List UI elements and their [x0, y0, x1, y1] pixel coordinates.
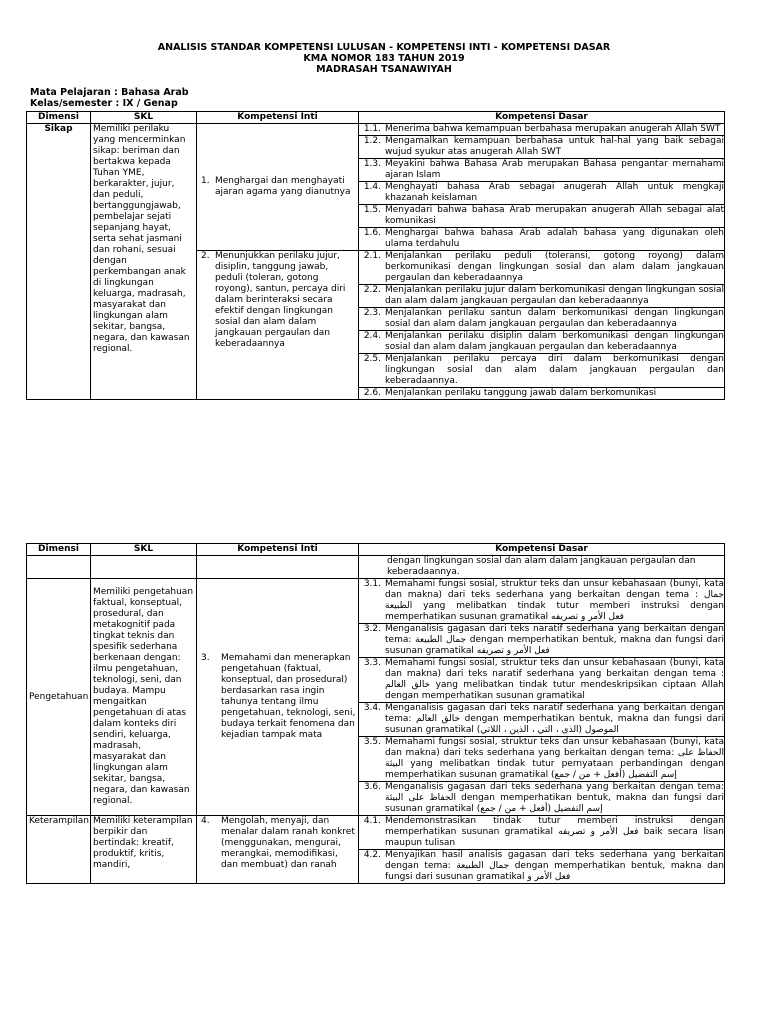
header-ki: Kompetensi Inti [197, 544, 359, 556]
table-header-row [27, 112, 725, 124]
kd-text: Menyajikan hasil analisis gagasan dari teks sederhana yang berkaitan dengan tema: جمال الطبيعة dengan memperhatikan bentuk, makna dan fungsi dari susunan gramatikal فعل الأمر و [385, 850, 724, 882]
table-row [27, 579, 725, 816]
ki-number: 3. [201, 653, 210, 663]
ki-number: 4. [201, 816, 210, 826]
header-skl: SKL [91, 112, 197, 124]
empty-cell [27, 556, 91, 579]
ki-text: Memahami dan menerapkan pengetahuan (faktual, konseptual, dan prosedural) berdasarkan rasa ingin tahunya tentang ilmu pengetahuan, teknologi, seni, budaya terkait fenomena dan kejadian tampak mata [221, 653, 356, 740]
kd-text: Menghargai bahwa bahasa Arab adalah bahasa yang digunakan oleh ulama terdahulu [385, 228, 724, 249]
kd-item [359, 850, 724, 883]
kd-number: 3.3. [363, 658, 381, 668]
subject-label: Mata Pelajaran : Bahasa Arab [30, 87, 189, 98]
header-dimensi: Dimensi [27, 112, 91, 124]
empty-cell [91, 556, 197, 579]
table-row [27, 556, 725, 579]
kd-number: 3.5. [363, 737, 381, 747]
dimension-keterampilan: Keterampilan [27, 816, 91, 884]
ki-number: 2. [201, 251, 210, 261]
kd-item [359, 285, 724, 308]
skl-pengetahuan: Memiliki pengetahuan faktual, konseptual, prosedural, dan metakognitif pada tingkat teknis dan spesifik sederhana berkenaan dengan: ilmu pengetahuan, teknologi, seni, dan budaya. Mampu mengaitkan pengetahuan di atas dalam konteks diri sendiri, keluarga, madrasah, masyarakat dan lingkungan alam sekitar, bangsa, negara, dan kawasan regional. [91, 579, 197, 816]
kd-text: Menganalisis gagasan dari teks sederhana yang berkaitan dengan tema: الحفاظ على البيئة dengan memperhatikan bentuk, makna dan fungsi dari susunan gramatikal (إسم التفضيل (أفعل + من / جمع [385, 782, 724, 814]
kd-item [359, 354, 724, 388]
kd-text: Memahami fungsi sosial, struktur teks dan unsur kebahasaan (bunyi, kata dan makna) dari teks sederhana yang berkaitan dengan tema: الحفاظ على البيئة yang melibatkan tindak tutur pernyataan perbandingan dengan memperhatikan susunan gramatikal (إسم التفضيل (أفعل + من / جمع [385, 737, 724, 780]
kd-text: Menjalankan perilaku disiplin dalam berkomunikasi dengan lingkungan sosial dan alam dalam jangkauan pergaulan dan keberadaannya [385, 331, 724, 352]
kd-item [359, 388, 724, 399]
ki-number: 1. [201, 176, 210, 186]
kd-text: Menjalankan perilaku percaya diri dalam berkomunikasi dengan lingkungan sosial dan alam dalam jangkauan pergaulan dan keberadaannya. [385, 354, 724, 386]
kd-number: 2.5. [363, 354, 381, 364]
doc-title-line1: ANALISIS STANDAR KOMPETENSI LULUSAN - KOMPETENSI INTI - KOMPETENSI DASAR [157, 42, 611, 53]
header-ki: Kompetensi Inti [197, 112, 359, 124]
kd-item [359, 816, 724, 850]
kd-number: 1.6. [363, 228, 381, 238]
ki-3 [197, 579, 359, 816]
ki-1 [197, 124, 359, 251]
skl-keterampilan: Memiliki keterampilan berpikir dan bertindak: kreatif, produktif, kritis, mandiri, [91, 816, 197, 884]
kd-number: 1.1. [363, 124, 381, 134]
kd-text: Menganalisis gagasan dari teks naratif sederhana yang berkaitan dengan tema: جمال الطبيعة dengan memperhatikan bentuk, makna dan fungsi dari susunan gramatikal فعل الأمر و تصريفه [385, 624, 724, 656]
ki-2 [197, 251, 359, 400]
ki-text: Mengolah, menyaji, dan menalar dalam ranah konkret (menggunakan, mengurai, merangkai, memodifikasi, dan membuat) dan ranah [221, 816, 355, 870]
kd-number: 2.1. [363, 251, 381, 261]
kd-number: 2.3. [363, 308, 381, 318]
kd-text: Memahami fungsi sosial, struktur teks dan unsur kebahasaan (bunyi, kata dan makna) dari teks sederhana yang berkaitan dengan tema : جمال الطبيعة yang melibatkan tindak tutur memberi instruksi dengan memperhatikan susunan gramatikal فعل الأمر و تصريفه [385, 579, 724, 622]
kd-text: Menganalisis gagasan dari teks naratif sederhana yang berkaitan dengan tema: خالق العالم dengan memperhatikan bentuk, makna dan fungsi dari susunan gramatikal (الموصول (الذي ، التي ، الذين ، اللاتي [385, 703, 724, 735]
kd-item [359, 182, 724, 205]
kd-number: 4.2. [363, 850, 381, 860]
kd-item [359, 658, 724, 703]
dimension-pengetahuan: Pengetahuan [27, 579, 91, 816]
dimension-sikap: Sikap [27, 124, 91, 400]
kd-item [359, 331, 724, 354]
doc-title-line3: MADRASAH TSANAWIYAH [316, 64, 452, 75]
kd-number: 3.2. [363, 624, 381, 634]
kd-number: 3.6. [363, 782, 381, 792]
table-header-row [27, 544, 725, 556]
kd-item [359, 124, 724, 136]
competency-table-2 [26, 543, 725, 884]
kd-number: 1.2. [363, 136, 381, 146]
kd-item [359, 737, 724, 782]
kd-text: Meyakini bahwa Bahasa Arab merupakan Bahasa pengantar mernahami ajaran Islam [385, 159, 724, 180]
kd-number: 1.5. [363, 205, 381, 215]
class-label: Kelas/semester : IX / Genap [30, 98, 178, 109]
ki-text: Menunjukkan perilaku jujur, disiplin, tanggung jawab, peduli (toleran, gotong royong), santun, percaya diri dalam berinteraksi secara efektif dengan lingkungan sosial dan alam dalam jangkauan pergaulan dan keberadaannya [215, 251, 346, 349]
kd-item [359, 308, 724, 331]
kd-item [359, 251, 724, 285]
kd-number: 1.3. [363, 159, 381, 169]
ki-text: Menghargai dan menghayati ajaran agama yang dianutnya [215, 176, 351, 197]
ki-4 [197, 816, 359, 884]
skl-sikap: Memiliki perilaku yang mencerminkan sikap: beriman dan bertakwa kepada Tuhan YME, berkarakter, jujur, dan peduli, bertanggungjawab, pembelajar sejati sepanjang hayat, serta sehat jasmani dan rohani, sesuai dengan perkembangan anak di lingkungan keluarga, madrasah, masyarakat dan lingkungan alam sekitar, bangsa, negara, dan kawasan regional. [91, 124, 197, 400]
kd-item [359, 159, 724, 182]
kd-item [359, 624, 724, 658]
kd-text: Menerima bahwa kemampuan berbahasa merupakan anugerah Allah SWT [385, 124, 721, 134]
kd-group-4 [359, 816, 725, 884]
kd-item [359, 228, 724, 250]
kd-text: Menjalankan perilaku santun dalam berkomunikasi dengan lingkungan sosial dan alam dalam jangkauan pergaulan dan keberadaannya [385, 308, 724, 329]
table-row [27, 124, 725, 251]
kd-text: Mengamalkan kemampuan berbahasa untuk hal-hal yang baik sebagai wujud syukur atas anugerah Allah SWT [385, 136, 724, 157]
doc-title-line2: KMA NOMOR 183 TAHUN 2019 [303, 53, 465, 64]
kd-number: 3.1. [363, 579, 381, 589]
kd-continuation: dengan lingkungan sosial dan alam dalam jangkauan pergaulan dan keberadaannya. [359, 556, 725, 579]
kd-text: Menyadari bahwa bahasa Arab merupakan anugerah Allah sebagai alat komunikasi [385, 205, 724, 226]
kd-number: 3.4. [363, 703, 381, 713]
header-dimensi: Dimensi [27, 544, 91, 556]
kd-group-1 [359, 124, 725, 251]
kd-number: 4.1. [363, 816, 381, 826]
kd-text: Menjalankan perilaku tanggung jawab dalam berkomunikasi [385, 388, 657, 398]
competency-table-1 [26, 111, 725, 400]
table-row [27, 816, 725, 884]
kd-text: Menjalankan perilaku jujur dalam berkomunikasi dengan lingkungan sosial dan alam dalam jangkauan pergaulan dan keberadaannya [385, 285, 724, 306]
kd-group-2 [359, 251, 725, 400]
kd-group-3 [359, 579, 725, 816]
kd-text: Menjalankan perilaku peduli (toleransi, gotong royong) dalam berkomunikasi dengan lingkungan sosial dan alam dalam jangkauan pergaulan dan keberadaannya [385, 251, 724, 283]
kd-number: 2.2. [363, 285, 381, 295]
kd-item [359, 703, 724, 737]
kd-item [359, 579, 724, 624]
header-kd: Kompetensi Dasar [359, 112, 725, 124]
kd-item [359, 136, 724, 159]
header-kd: Kompetensi Dasar [359, 544, 725, 556]
kd-number: 2.6. [363, 388, 381, 398]
kd-text: Menghayati bahasa Arab sebagai anugerah Allah untuk mengkaji khazanah keislaman [385, 182, 724, 203]
kd-number: 2.4. [363, 331, 381, 341]
kd-number: 1.4. [363, 182, 381, 192]
kd-item [359, 782, 724, 815]
kd-text: Memahami fungsi sosial, struktur teks dan unsur kebahasaan (bunyi, kata dan makna) dari teks naratif sederhana yang berkaitan dengan tema : خالق العالم yang melibatkan tindak tutur mendeskripsikan ciptaan Allah dengan memperhatikan susunan gramatikal [385, 658, 725, 701]
kd-text: Mendemonstrasikan tindak tutur memberi instruksi dengan memperhatikan susunan gramatikal فعل الأمر و تصريفه baik secara lisan maupun tulisan [385, 816, 724, 848]
header-skl: SKL [91, 544, 197, 556]
kd-item [359, 205, 724, 228]
empty-cell [197, 556, 359, 579]
